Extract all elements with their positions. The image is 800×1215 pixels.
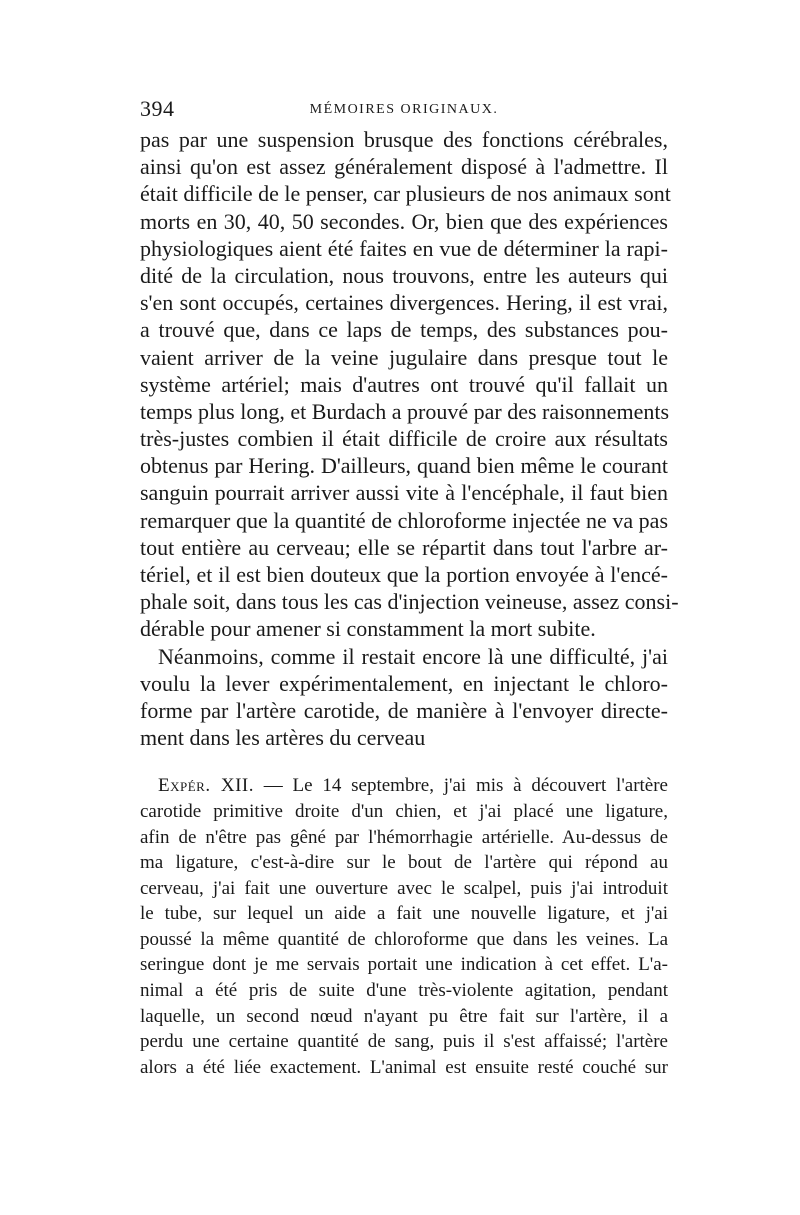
experiment-first-line <box>140 773 668 799</box>
experiment-line: le tube, sur lequel un aide a fait une nouvelle ligature, et j'ai <box>140 903 668 925</box>
experiment-line: laquelle, un second nœud n'ayant pu être fait sur l'artère, il a <box>140 1005 668 1027</box>
text-line: remarquer que la quantité de chloroforme injectée ne va pas <box>140 507 668 533</box>
text-line: phale soit, dans tous les cas d'injection veineuse, assez consi- <box>140 589 679 615</box>
text-line: temps plus long, et Burdach a prouvé par des raisonnements <box>140 398 670 424</box>
running-title: MÉMOIRES ORIGINAUX. <box>309 102 499 117</box>
text-line: ainsi qu'on est assez généralement disposé à l'admettre. Il <box>140 154 668 180</box>
text-line: s'en sont occupés, certaines divergences. Hering, il est vrai, <box>140 290 668 316</box>
text-line: ment dans les artères du cerveau <box>140 725 426 751</box>
experiment-line: perdu une certaine quantité de sang, puis il s'est affaissé; l'artère <box>140 1031 668 1053</box>
experiment-line: ma ligature, c'est-à-dire sur le bout de l'artère qui répond au <box>140 852 668 874</box>
text-line: système artériel; mais d'autres ont trouvé qu'il fallait un <box>140 371 668 397</box>
paragraph-1 <box>140 126 679 643</box>
experiment-note <box>140 773 668 1080</box>
experiment-line: alors a été liée exactement. L'animal est ensuite resté couché sur <box>140 1056 668 1078</box>
text-line: tériel, et il est bien douteux que la portion envoyée à l'encé- <box>140 562 668 587</box>
text-line: physiologiques aient été faites en vue de déterminer la rapi- <box>140 235 668 261</box>
text-line: tout entière au cerveau; elle se répartit dans tout l'arbre ar- <box>140 534 668 560</box>
experiment-line: afin de n'être pas gêné par l'hémorrhagie artérielle. Au-dessus de <box>140 826 668 848</box>
text-line: dérable pour amener si constamment la mort subite. <box>140 616 596 642</box>
running-head <box>140 96 668 124</box>
text-line: morts en 30, 40, 50 secondes. Or, bien que des expériences <box>140 208 668 234</box>
experiment-line: seringue dont je me servais portait une indication à cet effet. L'a- <box>140 954 668 976</box>
text-line: obtenus par Hering. D'ailleurs, quand bien même le courant <box>140 453 668 479</box>
text-line: voulu la lever expérimentalement, en injectant le chloro- <box>140 670 668 696</box>
experiment-first-line-text: — Le 14 septembre, j'ai mis à découvert l'artère <box>254 775 668 797</box>
text-line: forme par l'artère carotide, de manière à l'envoyer directe- <box>140 697 668 723</box>
text-line: pas par une suspension brusque des fonctions cérébrales, <box>140 127 668 152</box>
text-line: a trouvé que, dans ce laps de temps, des substances pou- <box>140 317 668 343</box>
experiment-line: poussé la même quantité de chloroforme que dans les veines. La <box>140 928 668 950</box>
text-line: Néanmoins, comme il restait encore là une difficulté, j'ai <box>158 643 668 669</box>
experiment-line: nimal a été pris de suite d'une très-violente agitation, pendant <box>140 980 668 1002</box>
text-line: dité de la circulation, nous trouvons, entre les auteurs qui <box>140 262 668 288</box>
experiment-line: cerveau, j'ai fait une ouverture avec le scalpel, puis j'ai introduit <box>140 877 668 899</box>
text-line: sanguin pourrait arriver aussi vite à l'encéphale, il faut bien <box>140 480 668 506</box>
text-line: vaient arriver de la veine jugulaire dans presque tout le <box>140 344 668 370</box>
page-number: 394 <box>140 96 175 121</box>
experiment-label: Expér. XII. <box>158 775 254 797</box>
experiment-line: carotide primitive droite d'un chien, et j'ai placé une ligature, <box>140 800 668 822</box>
paragraph-2 <box>140 643 668 752</box>
text-line: très-justes combien il était difficile de croire aux résultats <box>140 426 668 452</box>
text-line: était difficile de le penser, car plusieurs de nos animaux sont <box>140 181 671 207</box>
book-page <box>140 96 679 1080</box>
